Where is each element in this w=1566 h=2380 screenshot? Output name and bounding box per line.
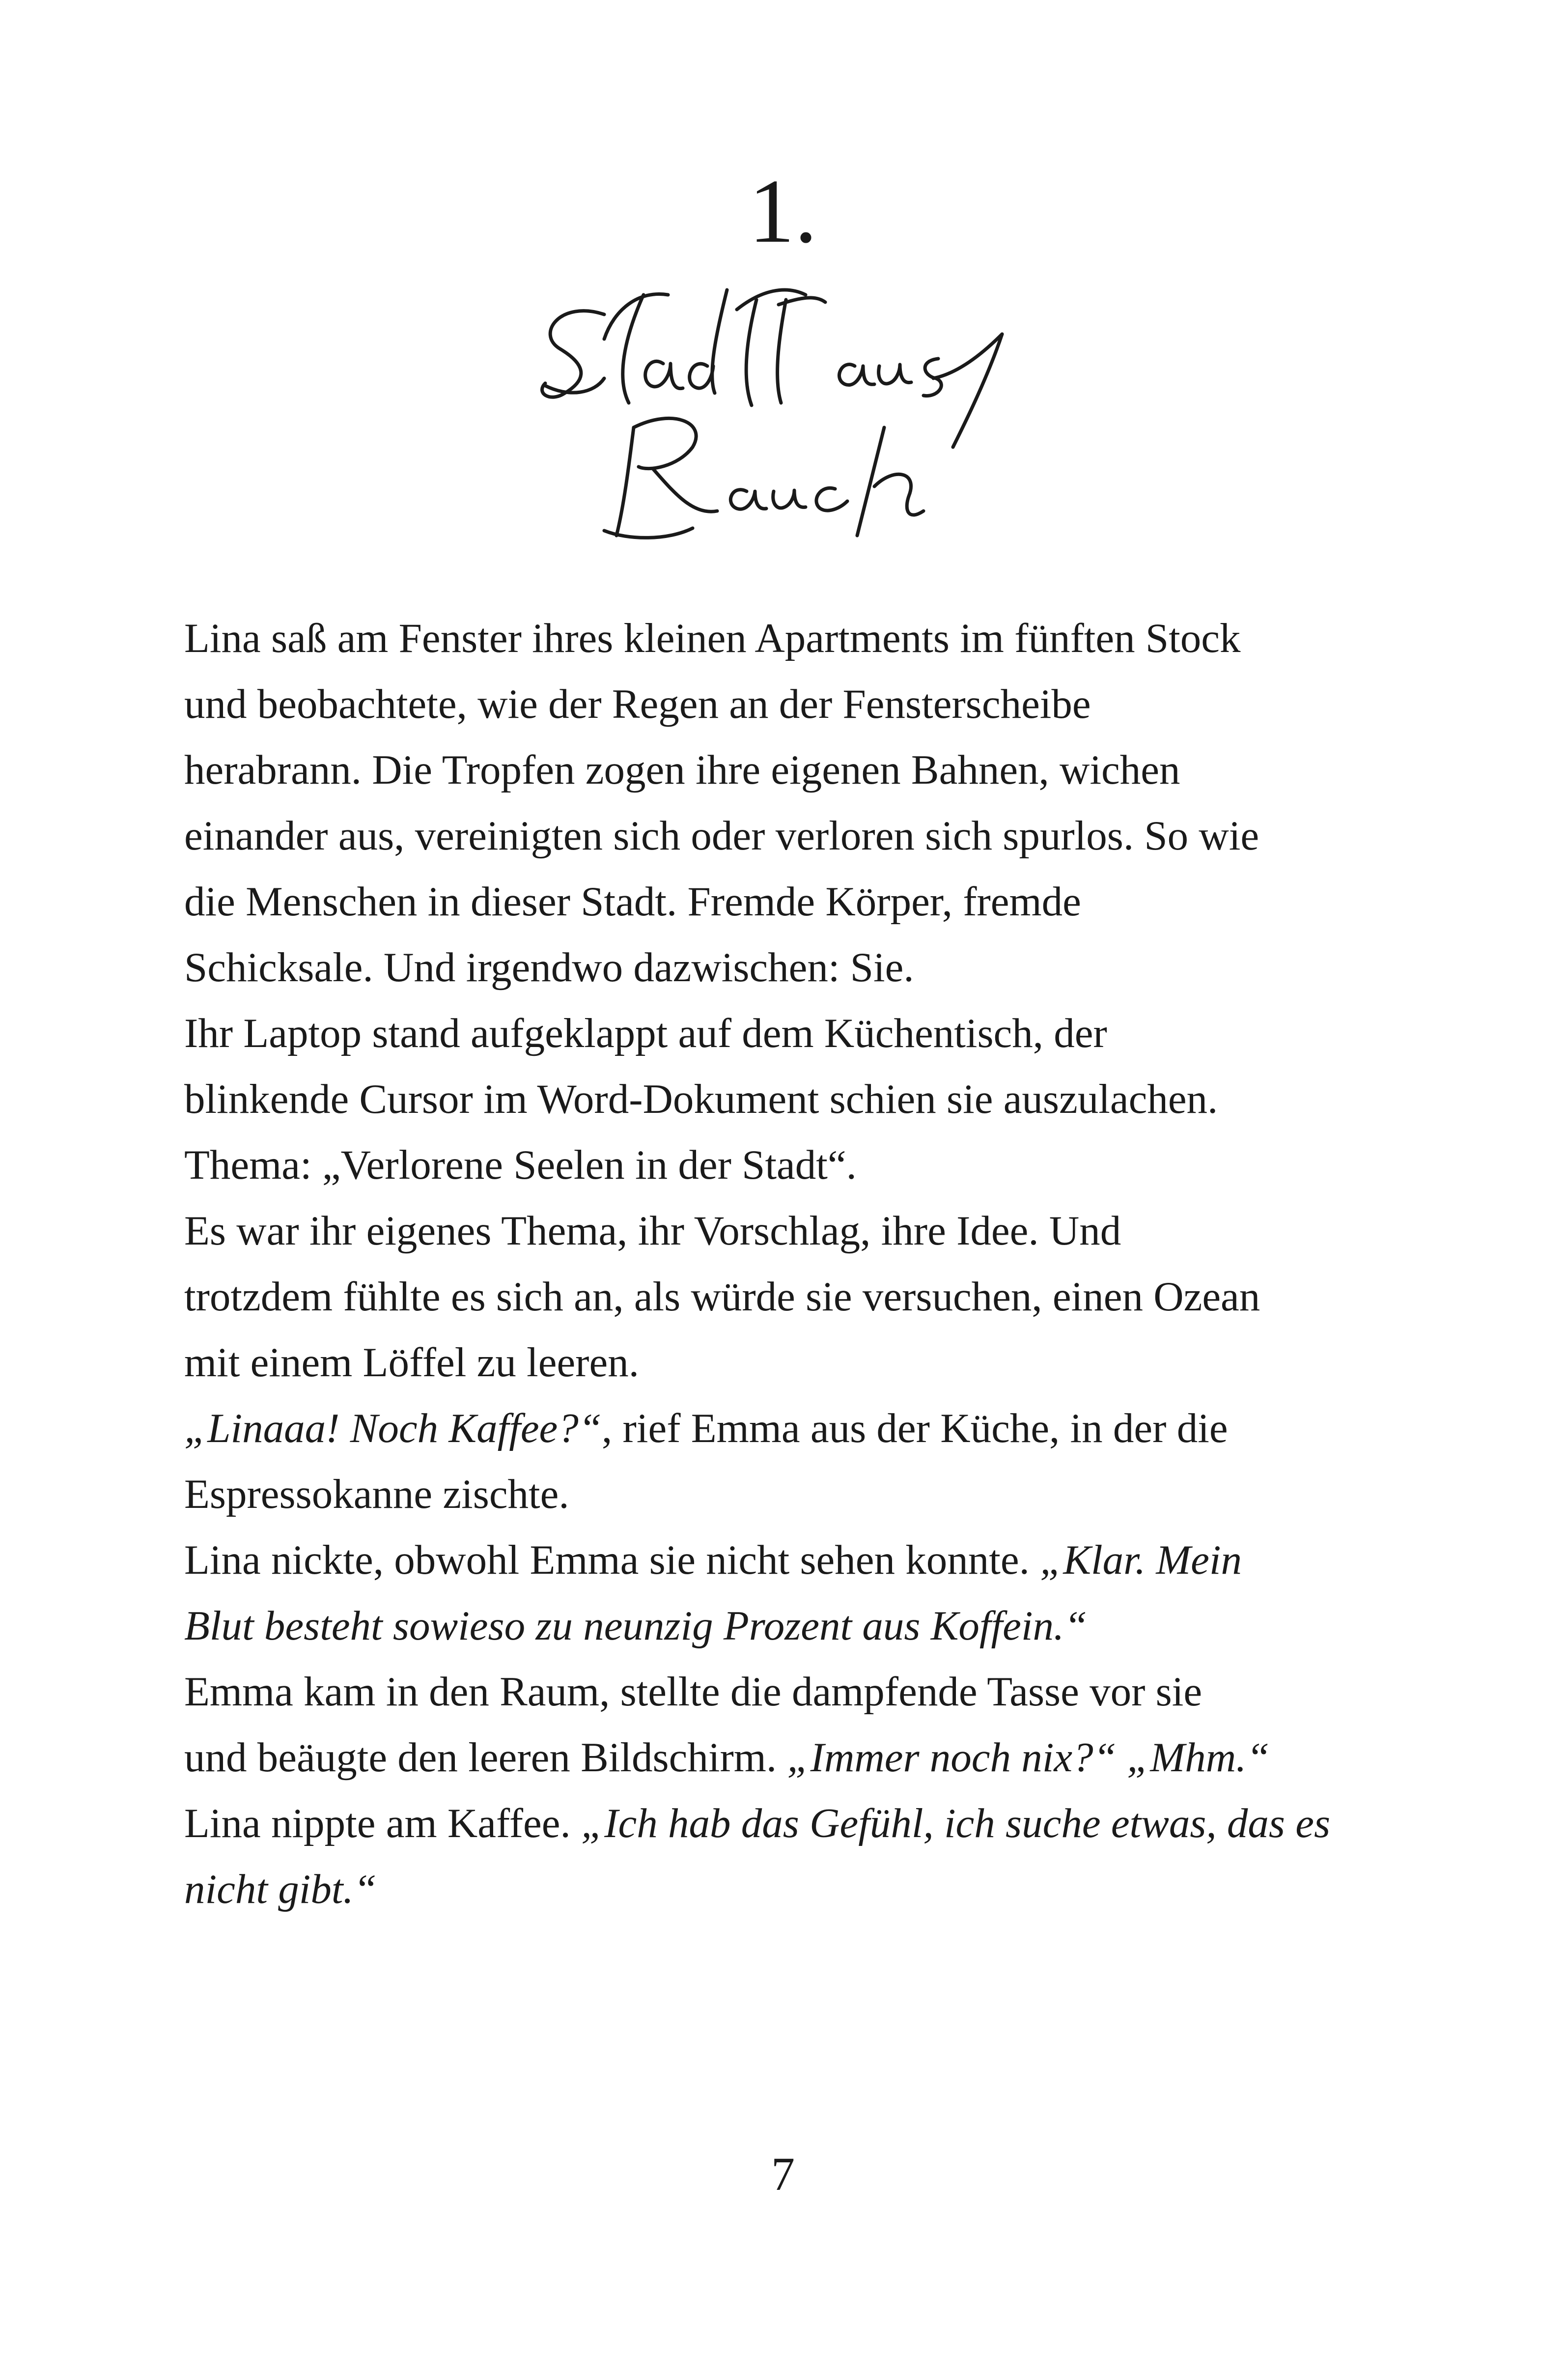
narrative-text: mit einem Löffel zu leeren. <box>184 1339 639 1386</box>
dialogue-italic-text: nicht gibt.“ <box>184 1866 377 1912</box>
text-line <box>184 1330 1402 1395</box>
narrative-text: Lina nickte, obwohl Emma sie nicht sehen konnte. <box>184 1537 1040 1583</box>
narrative-text: und beobachtete, wie der Regen an der Fensterscheibe <box>184 681 1091 727</box>
narrative-text: herabrann. Die Tropfen zogen ihre eigenen Bahnen, wichen <box>184 747 1180 793</box>
text-line <box>184 1856 1402 1922</box>
chapter-number: 1. <box>749 161 817 262</box>
text-line <box>184 1593 1402 1659</box>
narrative-text: Es war ihr eigenes Thema, ihr Vorschlag, ihre Idee. Und <box>184 1208 1121 1254</box>
text-line <box>184 1461 1402 1527</box>
text-line <box>184 1790 1402 1856</box>
dialogue-italic-text: „Linaaa! Noch Kaffee?“ <box>184 1405 602 1451</box>
text-line <box>184 1659 1402 1725</box>
text-line <box>184 605 1402 671</box>
text-line <box>184 1198 1402 1264</box>
narrative-text: die Menschen in dieser Stadt. Fremde Körper, fremde <box>184 878 1081 925</box>
narrative-text: trotzdem fühlte es sich an, als würde sie versuchen, einen Ozean <box>184 1274 1260 1320</box>
text-line <box>184 1132 1402 1198</box>
narrative-text: Ihr Laptop stand aufgeklappt auf dem Küchentisch, der <box>184 1010 1107 1056</box>
narrative-text: Thema: „Verlorene Seelen in der Stadt“. <box>184 1142 857 1188</box>
dialogue-italic-text: „Ich hab das Gefühl, ich suche etwas, das es <box>581 1800 1331 1846</box>
text-line <box>184 935 1402 1000</box>
text-line <box>184 1527 1402 1593</box>
handwritten-title-graphic <box>531 280 1041 555</box>
text-line <box>184 803 1402 869</box>
text-line <box>184 737 1402 803</box>
text-line <box>184 869 1402 935</box>
narrative-text: Lina saß am Fenster ihres kleinen Apartments im fünften Stock <box>184 615 1241 661</box>
narrative-text: blinkende Cursor im Word-Dokument schien sie auszulachen. <box>184 1076 1218 1122</box>
narrative-text: Espressokanne zischte. <box>184 1471 569 1517</box>
text-line <box>184 1395 1402 1461</box>
text-line <box>184 1725 1402 1790</box>
narrative-text: Emma kam in den Raum, stellte die dampfende Tasse vor sie <box>184 1669 1202 1715</box>
chapter-title-script <box>531 280 1041 555</box>
narrative-text: einander aus, vereinigten sich oder verloren sich spurlos. So wie <box>184 813 1259 859</box>
text-line <box>184 1264 1402 1330</box>
text-line <box>184 671 1402 737</box>
dialogue-italic-text: Blut besteht sowieso zu neunzig Prozent aus Koffein.“ <box>184 1603 1088 1649</box>
text-line <box>184 1000 1402 1066</box>
text-line <box>184 1066 1402 1132</box>
dialogue-italic-text: „Klar. Mein <box>1040 1537 1242 1583</box>
narrative-text: , rief Emma aus der Küche, in der die <box>602 1405 1228 1451</box>
narrative-text: Lina nippte am Kaffee. <box>184 1800 581 1846</box>
narrative-text: Schicksale. Und irgendwo dazwischen: Sie. <box>184 944 914 991</box>
dialogue-italic-text: „Immer noch nix?“ „Mhm.“ <box>787 1734 1270 1781</box>
page-number: 7 <box>771 2148 795 2200</box>
chapter-body-text <box>184 605 1402 1922</box>
narrative-text: und beäugte den leeren Bildschirm. <box>184 1734 787 1781</box>
